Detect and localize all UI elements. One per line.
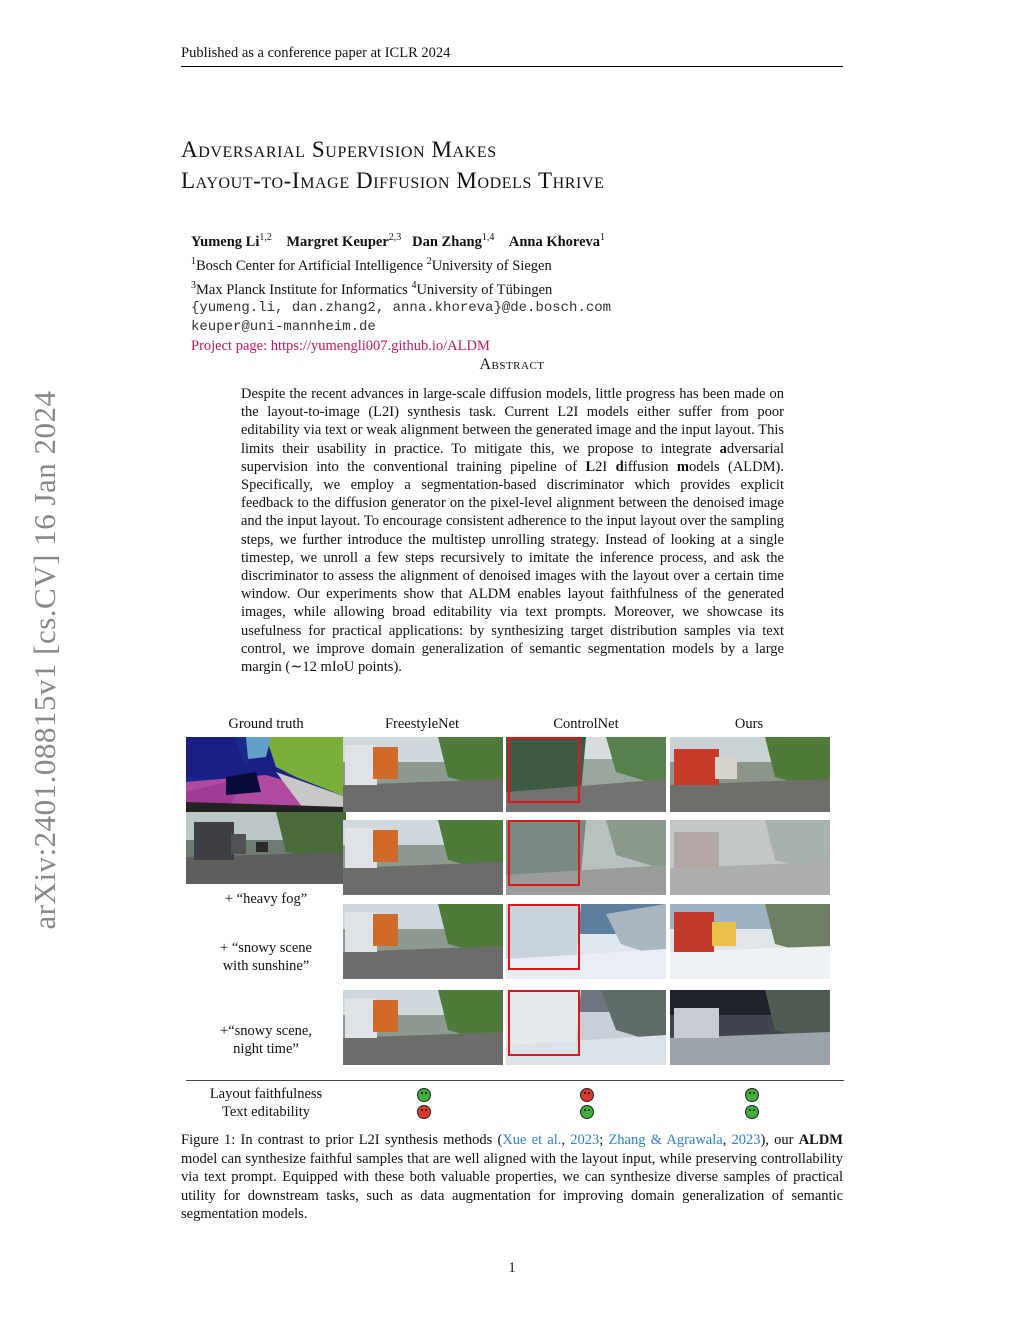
ours-output — [670, 737, 830, 812]
smiley-face-icon — [745, 1105, 759, 1119]
arxiv-stamp — [20, 360, 70, 960]
title-line-1: Adversarial Supervision Makes — [181, 137, 497, 162]
smiley-face-icon — [745, 1088, 759, 1102]
controlnet-output — [506, 820, 666, 895]
author-block — [191, 228, 611, 356]
citation-link[interactable]: 2023 — [731, 1132, 761, 1148]
affiliation-line: $^3$Max Planck Institute for Informatics $^4$University of Tübingen — [191, 279, 553, 298]
ours-output — [670, 990, 830, 1065]
author-name: Dan Zhang — [412, 233, 482, 250]
paper-title — [181, 134, 605, 196]
email-line: {yumeng.li, dan.zhang2, anna.khoreva}@de.bosch.com — [191, 300, 612, 317]
project-link[interactable]: https://yumengli007.github.io/ALDM — [270, 338, 490, 355]
prompt-label: + “snowy scene with sunshine” — [220, 940, 312, 974]
ours-output — [670, 904, 830, 979]
freestylenet-output — [343, 990, 503, 1065]
project-page: Project page: https://yumengli007.github.io/ALDM — [191, 338, 490, 355]
column-header-freestylenet: FreestyleNet — [384, 716, 460, 732]
ground-truth-photo — [186, 812, 346, 887]
controlnet-output — [506, 904, 666, 979]
author-names: Yumeng Li$^{1,2}$ Margret Keuper$^{2,3}$ Dan Zhang$^{1,4}$ Anna Khoreva$^1$ — [191, 232, 606, 250]
column-header-ours: Ours — [734, 716, 764, 732]
frowny-face-icon — [417, 1105, 431, 1119]
highlight-box — [508, 990, 580, 1056]
figure-table-rule — [186, 1080, 844, 1081]
abstract-body: Despite the recent advances in large-scale diffusion models, little progress has been made on the layout-to-image (L2I) synthesis task. Current L2I models either suffer from poor editability via text or weak alignment between the generated image and the input layout. This limits their usability in practice. To mitigate this, we propose to integrate adversarial supervision into the conventional training pipeline of L2I diffusion models (ALDM). Specifically, we employ a segmentation-based discriminator which provides explicit feedback to the diffusion generator on the pixel-level alignment between the denoised image and the input layout. To encourage consistent adherence to the input layout over the sampling steps, we further introduce the multistep unrolling strategy. Instead of looking at a single timestep, we unroll a few steps recursively to imitate the inference process, and ask the discriminator to assess the alignment of denoised images with the layout over a certain time window. Our experiments show that ALDM enables layout faithfulness of the generated images, while allowing broad editability via text prompts. Moreover, we showcase its usefulness for practical applications: by synthesizing target distribution samples via text control, we improve domain generalization of semantic segmentation models by a large margin (∼12 mIoU points). — [241, 386, 784, 676]
citation-link[interactable]: Xue et al. — [502, 1132, 562, 1148]
figure-caption: Figure 1: In contrast to prior L2I synthesis methods (Xue et al., 2023; Zhang & Agrawala, 2023), our ALDM model can synthesize faithful samples that are well aligned with the layout input, while preserving controllability via text prompt. Equipped with these both valuable properties, we can synthesize diverse samples of practical utility for downstream tasks, such as data augmentation for improving domain generalization of semantic segmentation models. — [181, 1132, 843, 1222]
smiley-face-icon — [417, 1088, 431, 1102]
prompt-label: +“snowy scene, night time” — [220, 1023, 312, 1057]
frowny-face-icon — [580, 1088, 594, 1102]
running-header: Published as a conference paper at ICLR 2024 — [181, 45, 451, 61]
controlnet-output — [506, 737, 666, 812]
page-number: 1 — [508, 1260, 516, 1276]
affiliation-line: $^1$Bosch Center for Artificial Intelligence $^2$University of Siegen — [191, 255, 552, 274]
email-line: keuper@uni-mannheim.de — [191, 319, 376, 336]
column-header-ground-truth: Ground truth — [228, 716, 304, 732]
highlight-box — [508, 820, 580, 886]
author-name: Yumeng Li — [191, 233, 260, 250]
controlnet-output — [506, 990, 666, 1065]
header-rule — [181, 66, 843, 67]
segmentation-layout-image — [186, 737, 346, 812]
arxiv-id: arXiv:2401.08815v1 [cs.CV] 16 Jan 2024 — [27, 390, 62, 930]
author-name: Margret Keuper — [286, 233, 389, 250]
smiley-face-icon — [580, 1105, 594, 1119]
metric-label: Layout faithfulness — [209, 1086, 323, 1102]
citation-link[interactable]: Zhang & Agrawala — [608, 1132, 723, 1148]
freestylenet-output — [343, 737, 503, 812]
citation-link[interactable]: 2023 — [570, 1132, 600, 1148]
freestylenet-output — [343, 904, 503, 979]
prompt-label: + “heavy fog” — [224, 891, 308, 907]
highlight-box — [508, 737, 580, 803]
author-name: Anna Khoreva — [508, 233, 601, 250]
column-header-controlnet: ControlNet — [553, 716, 619, 732]
ours-output — [670, 820, 830, 895]
abstract-heading: Abstract — [479, 356, 545, 373]
freestylenet-output — [343, 820, 503, 895]
metric-label: Text editability — [222, 1104, 310, 1120]
highlight-box — [508, 904, 580, 970]
title-line-2: Layout-to-Image Diffusion Models Thrive — [181, 168, 605, 193]
